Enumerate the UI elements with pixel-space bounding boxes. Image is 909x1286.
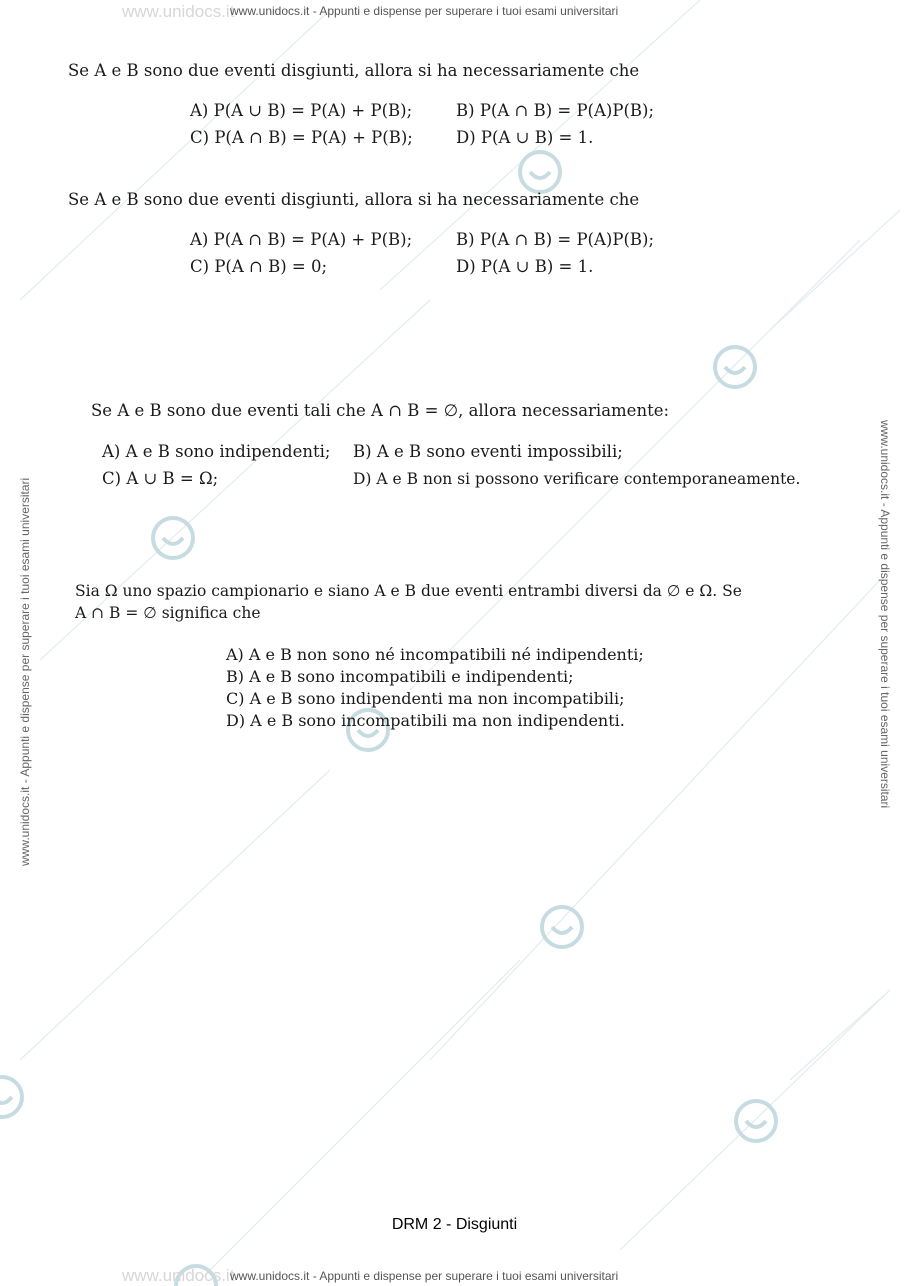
option-text: A e B sono incompatibili ma non indipendenti. [250,711,625,730]
option-d [226,710,625,732]
question-stem: Se A e B sono due eventi disgiunti, allora si ha necessariamente che [68,190,640,209]
option-a [190,100,412,122]
option-letter: B) [456,230,475,249]
option-letter: D) [456,257,476,276]
option-text: A e B sono eventi impossibili; [376,442,623,461]
page-footer: DRM 2 - Disgiunti [391,1216,518,1233]
option-c [226,688,625,710]
option-d [456,256,593,278]
option-text: P(A ∪ B) = P(A) + P(B); [213,101,413,120]
option-text: A e B sono indipendenti ma non incompatibili; [249,689,625,708]
watermark-banner-top: www.unidocs.it - Appunti e dispense per superare i tuoi esami universitari [230,4,619,18]
option-letter: A) [226,645,244,664]
option-letter: D) [353,470,372,488]
watermark-banner-bottom: www.unidocs.it - Appunti e dispense per superare i tuoi esami universitari [230,1269,619,1283]
option-letter: B) [226,667,244,686]
option-text: P(A ∩ B) = P(A)P(B); [479,101,655,120]
option-b [456,229,654,251]
option-text: A ∪ B = Ω; [126,469,219,488]
question-stem-line-1: Sia Ω uno spazio campionario e siano A e B due eventi entrambi diversi da ∅ e Ω. Se [75,582,742,600]
option-text: P(A ∪ B) = 1. [480,128,594,147]
question-1 [68,60,639,82]
question-stem: Se A e B sono due eventi tali che A ∩ B = ∅, allora necessariamente: [91,401,670,420]
option-letter: A) [102,442,121,461]
option-a [226,644,644,666]
option-c [190,127,413,149]
option-c [190,256,327,278]
question-stem-line-2: A ∩ B = ∅ significa che [75,604,261,622]
option-text: A e B non si possono verificare contemporaneamente. [376,470,801,488]
option-letter: D) [456,128,476,147]
option-text: A e B sono incompatibili e indipendenti; [249,667,574,686]
option-text: P(A ∩ B) = P(A) + P(B); [214,128,413,147]
option-letter: C) [190,128,210,147]
question-stem: Se A e B sono due eventi disgiunti, allora si ha necessariamente che [68,61,640,80]
option-a [102,441,330,463]
option-text: P(A ∩ B) = 0; [214,257,328,276]
option-letter: D) [226,711,246,730]
option-letter: C) [102,469,122,488]
watermark-domain-bottom-faded: www.unidocs.it [122,1266,235,1285]
option-text: P(A ∩ B) = P(A)P(B); [479,230,655,249]
option-b [226,666,574,688]
option-text: P(A ∪ B) = 1. [480,257,594,276]
option-c [102,468,218,490]
option-text: A e B non sono né incompatibili né indipendenti; [248,645,644,664]
watermark-domain-top-faded: www.unidocs.it [122,2,235,21]
option-letter: C) [226,689,245,708]
option-letter: B) [456,101,475,120]
option-b [456,100,654,122]
option-a [190,229,412,251]
option-text: P(A ∩ B) = P(A) + P(B); [213,230,413,249]
watermark-banner-right: www.unidocs.it - Appunti e dispense per superare i tuoi esami universitari [878,420,892,809]
option-letter: C) [190,257,210,276]
watermark-banner-left: www.unidocs.it - Appunti e dispense per superare i tuoi esami universitari [18,477,32,866]
question-3 [91,400,669,422]
question-4 [75,580,742,624]
option-text: A e B sono indipendenti; [125,442,331,461]
option-d [456,127,593,149]
option-letter: B) [353,442,372,461]
question-2 [68,189,639,211]
option-b [353,441,623,463]
option-letter: A) [190,230,209,249]
option-letter: A) [190,101,209,120]
option-d [353,468,800,490]
